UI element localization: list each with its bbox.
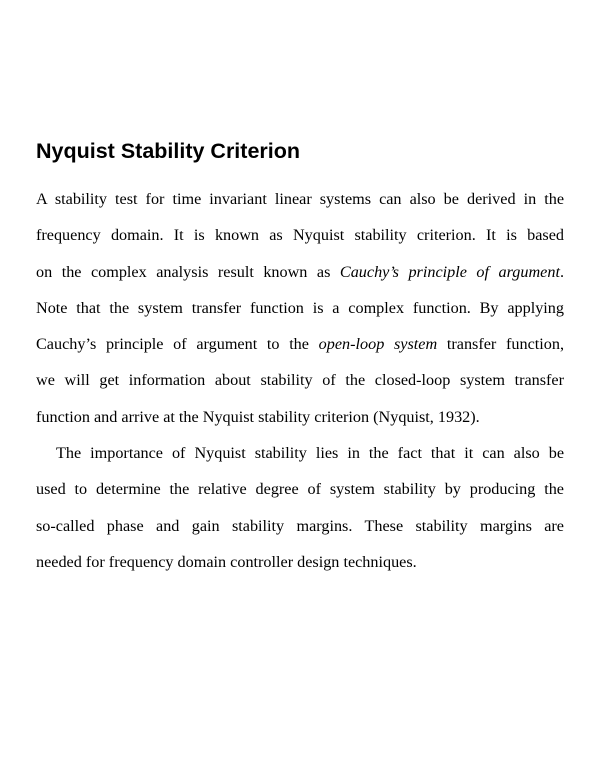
paragraph-1 [36, 181, 564, 435]
text-line: The importance of Nyquist stability lies in the fact that it can also be [56, 444, 564, 463]
text-line: A stability test for time invariant linear systems can also be derived in the [36, 190, 564, 208]
paragraph-2 [36, 435, 564, 580]
text-line [36, 254, 564, 290]
text-run: . [559, 262, 564, 281]
text-line: function and arrive at the Nyquist stability criterion (Nyquist, 1932). [36, 407, 480, 426]
text-line: we will get information about stability of the closed-loop system transfer [36, 371, 564, 390]
text-line: Note that the system transfer function is a complex function. By applying [36, 298, 564, 317]
text-run: Cauchy’s principle of argument to the [36, 335, 319, 354]
text-line: needed for frequency domain controller design techniques. [36, 552, 417, 571]
text-line: frequency domain. It is known as Nyquist stability criterion. It is based [36, 226, 564, 245]
text-line: so-called phase and gain stability margins. These stability margins are [36, 516, 564, 535]
text-run: on the complex analysis result known as [36, 262, 340, 281]
section-title: Nyquist Stability Criterion [36, 139, 301, 163]
emphasis-cauchy-principle: Cauchy’s principle of argument [339, 262, 560, 281]
text-run: transfer function, [437, 335, 564, 354]
text-line: used to determine the relative degree of system stability by producing the [36, 480, 564, 499]
text-line [36, 326, 564, 362]
body-text [36, 181, 564, 580]
emphasis-open-loop-system: open-loop system [318, 335, 438, 354]
